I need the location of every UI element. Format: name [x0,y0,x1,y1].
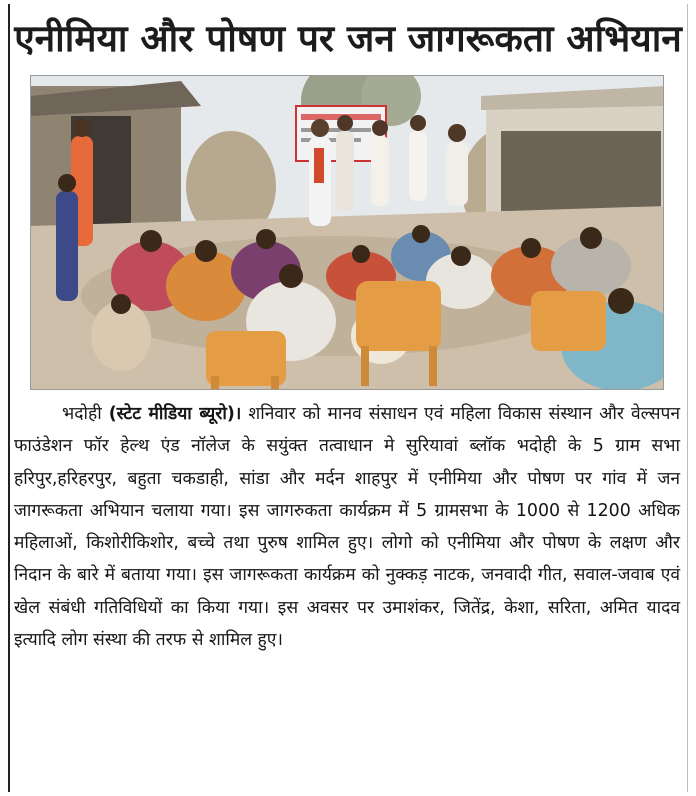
event-photo [30,75,664,390]
article-place: भदोही [62,404,102,424]
headline: एनीमिया और पोषण पर जन जागरूकता अभियान [14,16,682,60]
article-bureau: (स्टेट मीडिया ब्यूरो)। [108,404,242,424]
article-text: शनिवार को मानव संसाधन एवं महिला विकास संस्थान और वेल्सपन फाउंडेशन फॉर हेल्थ एंड नॉलेज के सयुंक्त तत्वाधान मे सुरियावां ब्लॉक भदोही के 5 ग्राम सभा हरिपुर,हरिहरपुर, बहुता चकडाही, सांडा और मर्दन शाहपुर में एनीमिया और पोषण पर गांव में जन जागरूकता अभियान चलाया गया। इस जागरुकता कार्यक्रम में 5 ग्रामसभा के 1000 से 1200 अधिक महिलाओं, किशोरीकिशोर, बच्चे तथा पुरुष शामिल हुए। लोगो को एनीमिया और पोषण के लक्षण और निदान के बारे में बताया गया। इस जागरूकता कार्यक्रम को नुक्कड़ नाटक, जनवादी गीत, सवाल-जवाब एवं खेल संबंधी गतिविधियों का किया गया। इस अवसर पर उमाशंकर, जितेंद्र, केशा, सरिता, अमित यादव इत्यादि लोग संस्था की तरफ से शामिल हुए। [14,404,680,651]
article-paragraph [14,398,680,656]
article-body [14,398,680,656]
